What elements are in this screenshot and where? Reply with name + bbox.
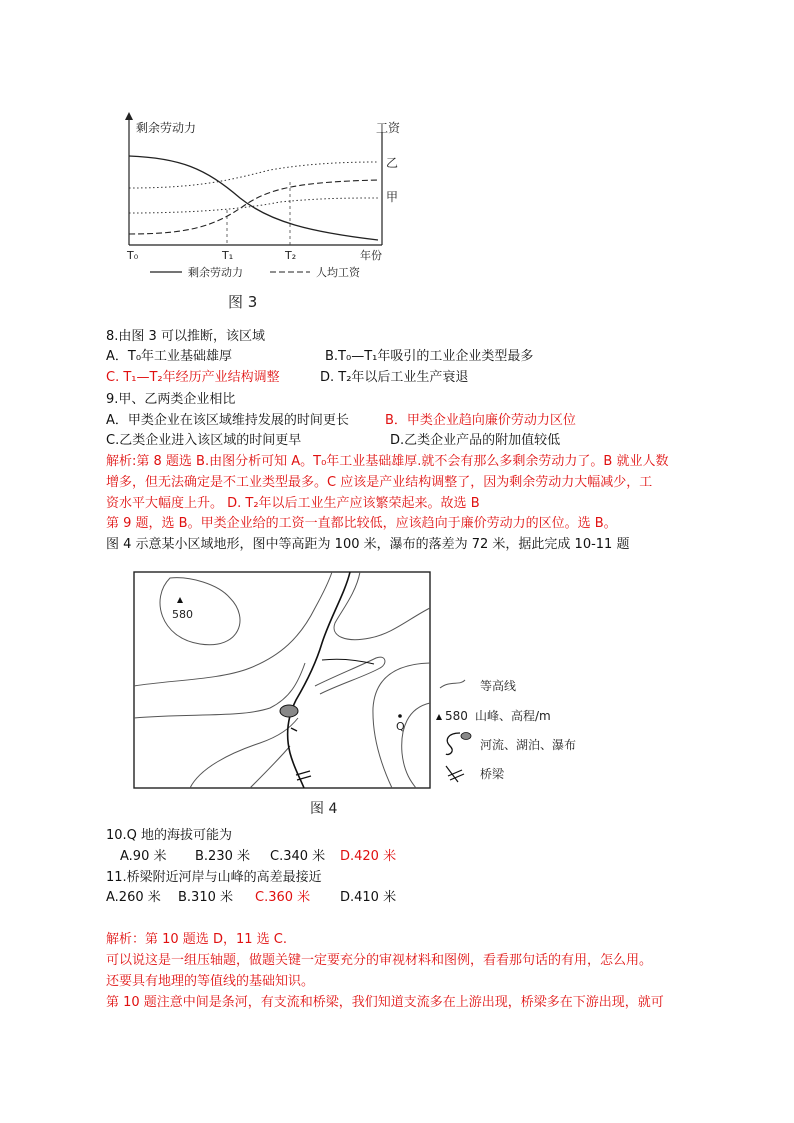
point-q-label: Q — [396, 720, 405, 733]
q8-option-b: B.T₀—T₁年吸引的工业企业类型最多 — [325, 349, 534, 364]
q8-option-c: C. T₁—T₂年经历产业结构调整 — [106, 370, 280, 385]
q8-option-d: D. T₂年以后工业生产衰退 — [320, 370, 469, 385]
q11-option-c: C.360 米 — [255, 890, 311, 905]
t1-label: T₁ — [222, 249, 234, 262]
y-left-label: 剩余劳动力 — [136, 121, 197, 135]
peak-elevation-label: 580 — [172, 608, 193, 621]
y-axis-left-arrow — [125, 112, 133, 120]
legend-dashed-label: 人均工资 — [316, 266, 360, 279]
explanation-8-line1: 解析:第 8 题选 B.由图分析可知 A。T₀年工业基础雄厚.就不会有那么多剩余劳动力了。B 就业人数 — [106, 454, 669, 469]
river-tributary — [322, 659, 374, 664]
contour-line — [315, 657, 385, 694]
legend-river-label: 河流、湖泊、瀑布 — [480, 738, 577, 752]
legend-peak-label: 山峰、高程/m — [475, 709, 551, 723]
series-jia-label: 甲 — [386, 190, 399, 204]
q10-option-b: B.230 米 — [195, 849, 250, 864]
explanation-8-line3: 资水平大幅度上升。 D. T₂年以后工业生产应该繁荣起来。故选 B — [106, 496, 480, 511]
q9-option-d: D.乙类企业产品的附加值较低 — [390, 433, 561, 448]
contour-line — [334, 572, 430, 640]
q10-stem: 10.Q 地的海拔可能为 — [106, 828, 233, 843]
peak-marker-icon — [177, 597, 183, 603]
legend-contour-label: 等高线 — [480, 679, 517, 693]
y-right-label: 工资 — [376, 121, 401, 135]
legend-peak-icon — [436, 714, 442, 720]
legend-contour-icon — [440, 680, 465, 688]
explanation-10-11-line4: 第 10 题注意中间是条河，有支流和桥梁，我们知道支流多在上游出现，桥梁多在下游出现，就可 — [106, 995, 664, 1010]
q11-option-d: D.410 米 — [340, 890, 397, 905]
contour-line — [250, 746, 290, 788]
waterfall-mark — [291, 728, 297, 731]
t2-label: T₂ — [285, 249, 297, 262]
q11-option-b: B.310 米 — [178, 890, 233, 905]
t0-label: T₀ — [127, 249, 139, 262]
explanation-10-11-line2: 可以说这是一组压轴题，做题关键一定要充分的审视材料和图例，看看那句话的有用，怎么用。 — [106, 953, 653, 968]
legend-solid-label: 剩余劳动力 — [188, 266, 243, 279]
q10-option-a: A.90 米 — [120, 849, 167, 864]
x-axis-label: 年份 — [360, 249, 382, 262]
explanation-10-11-line1: 解析：第 10 题选 D，11 选 C. — [106, 932, 287, 947]
contour-line — [402, 703, 430, 788]
contour-line — [134, 663, 305, 718]
q9-option-c: C.乙类企业进入该区域的时间更早 — [106, 433, 302, 448]
q9-option-a: A．甲类企业在该区域维持发展的时间更长 — [106, 413, 349, 428]
q11-option-a: A.260 米 — [106, 890, 161, 905]
q8-option-a: A．T₀年工业基础雄厚 — [106, 349, 233, 364]
figure-3-caption: 图 3 — [228, 293, 258, 311]
river — [288, 572, 350, 788]
lake — [280, 705, 298, 717]
explanation-9: 第 9 题，选 B。甲类企业给的工资一直都比较低，应该趋向于廉价劳动力的区位。选 B。 — [106, 516, 617, 531]
explanation-8-line2: 增多，但无法确定是不工业类型最多。C 应该是产业结构调整了，因为剩余劳动力大幅减少，工 — [106, 475, 653, 490]
legend-peak-value: 580 — [445, 709, 468, 723]
series-yi-label: 乙 — [386, 156, 399, 170]
legend-bridge-label: 桥梁 — [480, 767, 505, 781]
legend-lake-icon — [461, 733, 471, 740]
q9-stem: 9.甲、乙两类企业相比 — [106, 392, 236, 407]
q9-option-b: B．甲类企业趋向廉价劳动力区位 — [385, 413, 576, 428]
figure-4-intro: 图 4 示意某小区域地形，图中等高距为 100 米，瀑布的落差为 72 米，据此完成 10-11 题 — [106, 537, 630, 552]
legend-river-icon — [446, 733, 460, 755]
figure-4 — [130, 568, 580, 823]
explanation-10-11-line3: 还要具有地理的等值线的基础知识。 — [106, 974, 315, 989]
figure-4-caption: 图 4 — [310, 801, 338, 817]
q10-option-c: C.340 米 — [270, 849, 326, 864]
q8-stem: 8.由图 3 可以推断，该区域 — [106, 329, 265, 344]
q11-stem: 11.桥梁附近河岸与山峰的高差最接近 — [106, 870, 322, 885]
series-yi-curve — [129, 162, 378, 188]
point-q-marker — [398, 714, 402, 718]
contour-line — [190, 718, 298, 788]
figure-3 — [110, 110, 410, 315]
q10-option-d: D.420 米 — [340, 849, 397, 864]
